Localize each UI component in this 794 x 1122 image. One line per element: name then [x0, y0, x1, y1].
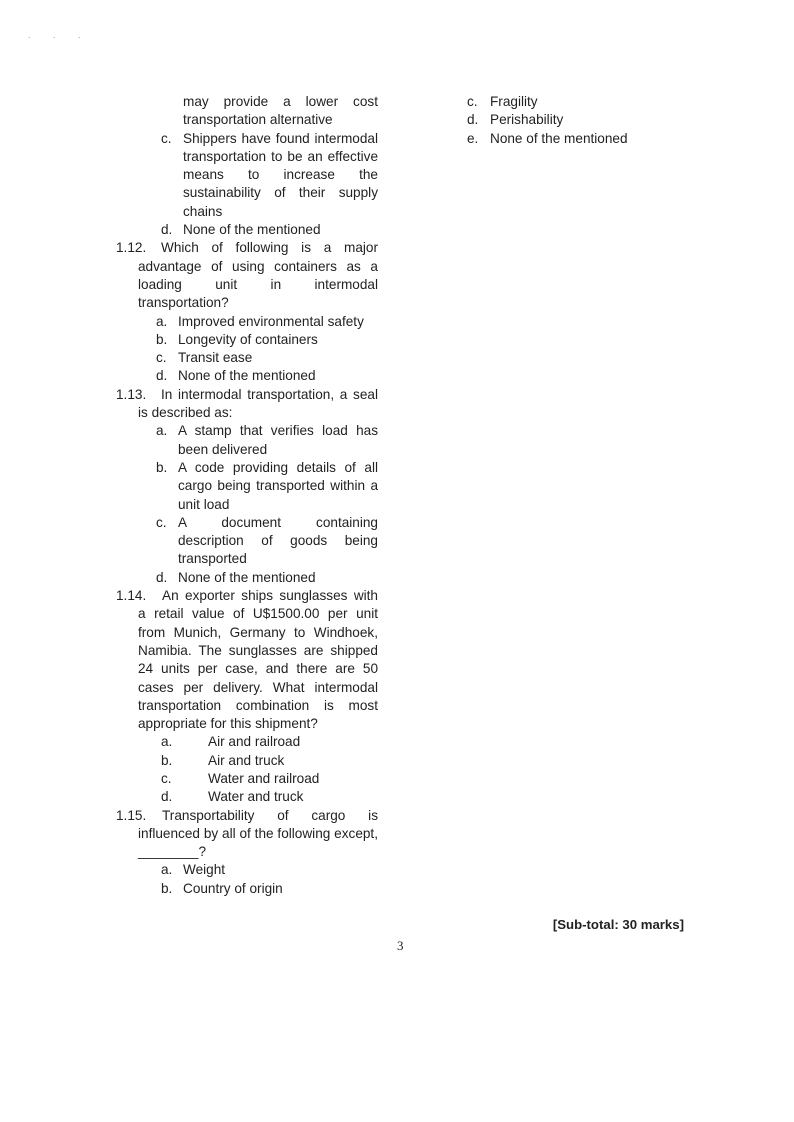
option-letter: c. [161, 130, 172, 146]
option-letter: c. [161, 770, 172, 786]
option-letter: b. [156, 459, 168, 475]
option-text: Shippers have found intermodal transportation to be an effective means to increase the sustainability of their supply chains [183, 130, 378, 219]
q12-option-a [116, 313, 378, 331]
option-text: may provide a lower cost transportation alternative [183, 94, 378, 128]
q15-option-b [116, 880, 378, 898]
left-column [116, 93, 378, 898]
q13-option-d [116, 569, 378, 587]
option-letter: b. [161, 752, 173, 768]
right-column [467, 93, 687, 148]
question-1-13 [116, 386, 378, 423]
question-number: 1.12. [116, 240, 147, 256]
option-letter: d. [161, 789, 173, 805]
option-text: Country of origin [183, 880, 283, 896]
option-letter: c. [467, 94, 478, 109]
question-number: 1.15. [116, 807, 147, 823]
q11-option-c [116, 130, 378, 221]
option-text: Weight [183, 862, 226, 878]
q12-option-b [116, 331, 378, 349]
option-text: Water and railroad [208, 770, 320, 786]
option-text: Water and truck [208, 789, 304, 805]
question-1-12 [116, 239, 378, 312]
option-text: A stamp that verifies load has been delivered [178, 423, 378, 457]
q12-option-d [116, 367, 378, 385]
q14-option-b [116, 752, 378, 770]
q13-option-c [116, 514, 378, 569]
option-letter: a. [161, 734, 173, 750]
question-number: 1.13. [116, 386, 147, 402]
option-text: A document containing description of goods being transported [178, 514, 378, 567]
option-text: None of the mentioned [183, 222, 321, 238]
q13-option-a [116, 422, 378, 459]
option-text: Perishability [490, 112, 564, 128]
option-text: Air and railroad [208, 734, 301, 750]
option-text: None of the mentioned [178, 569, 316, 585]
subtotal-marks: [Sub-total: 30 marks] [552, 917, 684, 932]
scan-marks: . . . [28, 30, 91, 40]
question-stem: Transportability of cargo is influenced by all of the following except, ________? [138, 807, 378, 860]
page-number: 3 [397, 938, 404, 953]
q12-option-c [116, 349, 378, 367]
option-text: A code providing details of all cargo being transported within a unit load [178, 459, 378, 512]
q15-option-e [467, 130, 687, 148]
option-text: Improved environmental safety [178, 313, 364, 329]
q11-option-b-tail [116, 93, 378, 130]
option-letter: c. [156, 350, 167, 366]
option-letter: b. [156, 331, 168, 347]
option-letter: a. [156, 313, 168, 329]
question-1-14 [116, 587, 378, 733]
question-stem: Which of following is a major advantage of using containers as a loading unit in intermodal transportation? [138, 240, 378, 311]
q15-option-c [467, 93, 687, 111]
option-letter: d. [156, 569, 168, 585]
option-letter: a. [161, 862, 173, 878]
option-text: None of the mentioned [490, 130, 628, 146]
option-text: None of the mentioned [178, 368, 316, 384]
q14-option-c [116, 770, 378, 788]
question-number: 1.14. [116, 588, 147, 604]
option-letter: d. [467, 112, 479, 128]
option-letter: c. [156, 514, 167, 530]
option-letter: e. [467, 130, 479, 146]
option-letter: a. [156, 423, 168, 439]
q15-option-d [467, 111, 687, 129]
option-text: Fragility [490, 94, 538, 109]
question-1-15 [116, 807, 378, 862]
question-stem: An exporter ships sunglasses with a retail value of U$1500.00 per unit from Munich, Germany to Windhoek, Namibia. The sunglasses are shipped 24 units per case, and there are 50 cases per delivery. What intermodal transportation combination is most appropriate for this shipment? [138, 588, 378, 732]
option-text: Transit ease [178, 350, 253, 366]
q13-option-b [116, 459, 378, 514]
question-stem: In intermodal transportation, a seal is described as: [138, 386, 378, 421]
option-letter: d. [156, 368, 168, 384]
option-letter: b. [161, 880, 173, 896]
option-text: Air and truck [208, 752, 285, 768]
q15-option-a [116, 861, 378, 879]
option-letter: d. [161, 222, 173, 238]
q14-option-a [116, 733, 378, 751]
option-text: Longevity of containers [178, 331, 318, 347]
q11-option-d [116, 221, 378, 239]
q14-option-d [116, 788, 378, 806]
